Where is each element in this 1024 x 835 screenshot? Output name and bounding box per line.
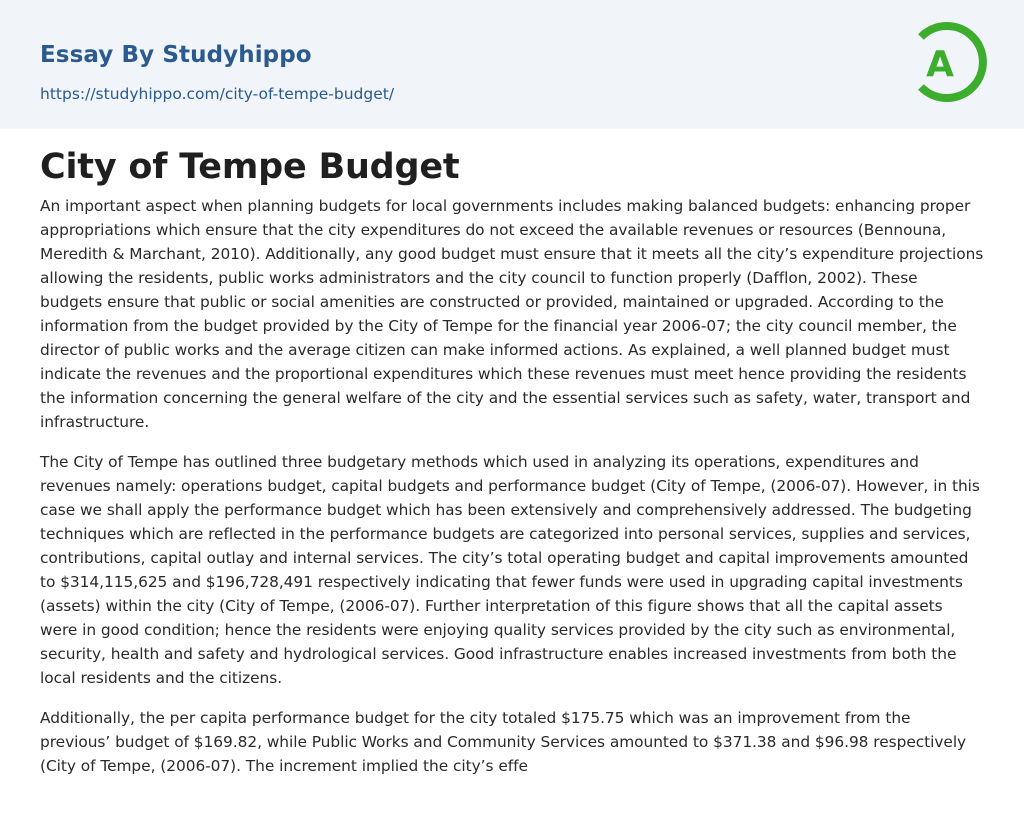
essay-paragraph: An important aspect when planning budgets for local governments includes making balanced budgets: enhancing proper appropriations which ensure that the city expenditures do not exceed the available revenues or resources (Bennouna, Meredith & Marchant, 2010). Additionally, any good budget must ensure that it meets all the city’s expenditure projections allowing the residents, public works administrators and the city council to function properly (Dafflon, 2002). These budgets ensure that public or social amenities are constructed or provided, maintained or upgraded. According to the information from the budget provided by the City of Tempe for the financial year 2006-07; the city council member, the director of public works and the average citizen can make informed actions. As explained, a well planned budget must indicate the revenues and the proportional expenditures which these revenues must meet hence providing the residents the information concerning the general welfare of the city and the essential services such as safety, water, transport and infrastructure. bbox=[40, 197, 984, 431]
essay-title: City of Tempe Budget bbox=[40, 147, 460, 187]
essay-url-link[interactable]: https://studyhippo.com/city-of-tempe-budget/ bbox=[40, 85, 395, 103]
studyhippo-logo-icon[interactable] bbox=[910, 18, 988, 106]
site-header bbox=[0, 0, 1024, 129]
logo-letter: A bbox=[926, 44, 954, 85]
essay-paragraph: The City of Tempe has outlined three budgetary methods which used in analyzing its operations, expenditures and revenues namely: operations budget, capital budgets and performance budget (City of Tempe, (2006-07). However, in this case we shall apply the performance budget which has been extensively and comprehensively addressed. The budgeting techniques which are reflected in the performance budgets are categorized into personal services, supplies and services, contributions, capital outlay and internal services. The city’s total operating budget and capital improvements amounted to $314,115,625 and $196,728,491 respectively indicating that fewer funds were used in upgrading capital investments (assets) within the city (City of Tempe, (2006-07). Further interpretation of this figure shows that all the capital assets were in good condition; hence the residents were enjoying quality services provided by the city such as environmental, security, health and safety and hydrological services. Good infrastructure enables increased investments from both the local residents and the citizens. bbox=[40, 453, 980, 687]
essay-paragraph: Additionally, the per capita performance budget for the city totaled $175.75 which was an improvement from the previous’ budget of $169.82, while Public Works and Community Services amounted to $371.38 and $96.98 respectively (City of Tempe, (2006-07). The increment implied the city’s effe bbox=[40, 709, 967, 775]
essay-content bbox=[0, 147, 1024, 778]
site-brand[interactable]: Essay By Studyhippo bbox=[40, 42, 312, 68]
